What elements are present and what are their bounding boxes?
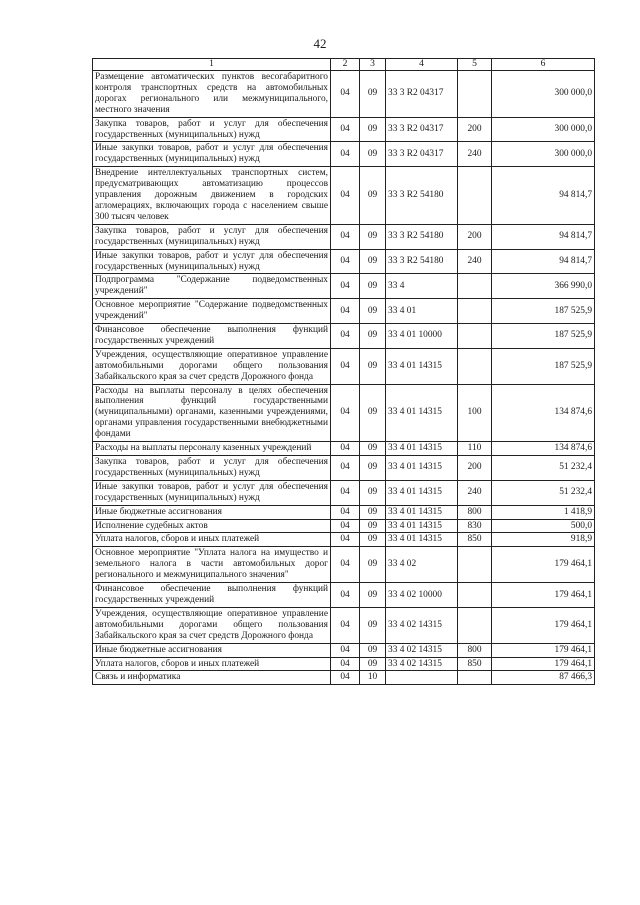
subsection-code-cell: 09 [360, 533, 386, 547]
target-item-code-cell: 33 4 01 14315 [386, 348, 458, 384]
expense-type-code-cell [458, 324, 492, 349]
header-cell-4: 4 [386, 59, 458, 71]
subsection-code-cell: 09 [360, 607, 386, 643]
section-code-cell: 04 [331, 643, 360, 657]
table-row [93, 224, 595, 249]
expense-type-code-cell: 800 [458, 643, 492, 657]
amount-cell: 500,0 [492, 519, 595, 533]
subsection-code-cell: 09 [360, 324, 386, 349]
row-name-cell: Иные бюджетные ассигнования [93, 505, 331, 519]
table-row [93, 71, 595, 118]
target-item-code-cell: 33 4 01 14315 [386, 384, 458, 442]
target-item-code-cell: 33 4 01 14315 [386, 442, 458, 456]
row-name-cell: Закупка товаров, работ и услуг для обеспечения государственных (муниципальных) нужд [93, 224, 331, 249]
expense-type-code-cell [458, 607, 492, 643]
table-row [93, 117, 595, 142]
table-row [93, 167, 595, 225]
section-code-cell: 04 [331, 299, 360, 324]
subsection-code-cell: 09 [360, 274, 386, 299]
expense-type-code-cell [458, 167, 492, 225]
section-code-cell: 04 [331, 71, 360, 118]
expense-type-code-cell [458, 583, 492, 608]
row-name-cell: Размещение автоматических пунктов весогабаритного контроля транспортных средств на автомобильных дорогах регионального или межмуниципального, местного значения [93, 71, 331, 118]
expense-type-code-cell [458, 274, 492, 299]
row-name-cell: Основное мероприятие "Содержание подведомственных учреждений" [93, 299, 331, 324]
target-item-code-cell: 33 3 R2 54180 [386, 224, 458, 249]
section-code-cell: 04 [331, 274, 360, 299]
target-item-code-cell: 33 4 01 14315 [386, 505, 458, 519]
amount-cell: 179 464,1 [492, 547, 595, 583]
target-item-code-cell: 33 4 02 14315 [386, 657, 458, 671]
section-code-cell: 04 [331, 224, 360, 249]
row-name-cell: Расходы на выплаты персоналу в целях обеспечения выполнения функций государственными (муниципальными) органами, казенными учреждениями, органами управления государственными внебюджетными фондами [93, 384, 331, 442]
table-row [93, 299, 595, 324]
amount-cell: 94 814,7 [492, 224, 595, 249]
target-item-code-cell: 33 4 02 14315 [386, 607, 458, 643]
target-item-code-cell: 33 4 01 10000 [386, 324, 458, 349]
table-row [93, 671, 595, 685]
expense-type-code-cell: 850 [458, 657, 492, 671]
section-code-cell: 04 [331, 519, 360, 533]
section-code-cell: 04 [331, 547, 360, 583]
target-item-code-cell: 33 3 R2 54180 [386, 167, 458, 225]
subsection-code-cell: 09 [360, 348, 386, 384]
expense-type-code-cell: 240 [458, 249, 492, 274]
row-name-cell: Основное мероприятие "Уплата налога на имущество и земельного налога в части автомобильных дорог регионального и межмуниципального значения" [93, 547, 331, 583]
table-row [93, 480, 595, 505]
target-item-code-cell: 33 4 02 10000 [386, 583, 458, 608]
expense-type-code-cell: 200 [458, 224, 492, 249]
target-item-code-cell: 33 3 R2 04317 [386, 117, 458, 142]
row-name-cell: Закупка товаров, работ и услуг для обеспечения государственных (муниципальных) нужд [93, 456, 331, 481]
target-item-code-cell: 33 4 01 14315 [386, 456, 458, 481]
subsection-code-cell: 09 [360, 583, 386, 608]
header-cell-5: 5 [458, 59, 492, 71]
table-row [93, 348, 595, 384]
table-row [93, 324, 595, 349]
section-code-cell: 04 [331, 249, 360, 274]
header-cell-3: 3 [360, 59, 386, 71]
row-name-cell: Учреждения, осуществляющие оперативное управление автомобильными дорогами общего пользования Забайкальского края за счет средств Дорожного фонда [93, 607, 331, 643]
subsection-code-cell: 09 [360, 224, 386, 249]
amount-cell: 300 000,0 [492, 71, 595, 118]
target-item-code-cell: 33 4 02 [386, 547, 458, 583]
amount-cell: 187 525,9 [492, 348, 595, 384]
subsection-code-cell: 09 [360, 299, 386, 324]
section-code-cell: 04 [331, 671, 360, 685]
target-item-code-cell: 33 4 01 14315 [386, 533, 458, 547]
section-code-cell: 04 [331, 480, 360, 505]
amount-cell: 300 000,0 [492, 142, 595, 167]
amount-cell: 1 418,9 [492, 505, 595, 519]
amount-cell: 94 814,7 [492, 167, 595, 225]
expense-type-code-cell: 110 [458, 442, 492, 456]
section-code-cell: 04 [331, 442, 360, 456]
expense-type-code-cell [458, 71, 492, 118]
row-name-cell: Расходы на выплаты персоналу казенных учреждений [93, 442, 331, 456]
table-row [93, 607, 595, 643]
expense-type-code-cell: 800 [458, 505, 492, 519]
amount-cell: 134 874,6 [492, 442, 595, 456]
section-code-cell: 04 [331, 324, 360, 349]
section-code-cell: 04 [331, 384, 360, 442]
section-code-cell: 04 [331, 142, 360, 167]
amount-cell: 179 464,1 [492, 607, 595, 643]
row-name-cell: Уплата налогов, сборов и иных платежей [93, 533, 331, 547]
target-item-code-cell [386, 671, 458, 685]
table-row [93, 657, 595, 671]
subsection-code-cell: 09 [360, 384, 386, 442]
expense-type-code-cell [458, 348, 492, 384]
subsection-code-cell: 09 [360, 456, 386, 481]
section-code-cell: 04 [331, 348, 360, 384]
section-code-cell: 04 [331, 583, 360, 608]
subsection-code-cell: 09 [360, 249, 386, 274]
expense-type-code-cell: 850 [458, 533, 492, 547]
section-code-cell: 04 [331, 607, 360, 643]
expense-type-code-cell [458, 299, 492, 324]
row-name-cell: Финансовое обеспечение выполнения функций государственных учреждений [93, 324, 331, 349]
subsection-code-cell: 09 [360, 167, 386, 225]
table-row [93, 643, 595, 657]
subsection-code-cell: 09 [360, 657, 386, 671]
expense-type-code-cell: 240 [458, 142, 492, 167]
target-item-code-cell: 33 3 R2 04317 [386, 142, 458, 167]
row-name-cell: Подпрограмма "Содержание подведомственных учреждений" [93, 274, 331, 299]
table-row [93, 519, 595, 533]
row-name-cell: Исполнение судебных актов [93, 519, 331, 533]
target-item-code-cell: 33 4 01 [386, 299, 458, 324]
amount-cell: 179 464,1 [492, 643, 595, 657]
amount-cell: 187 525,9 [492, 299, 595, 324]
row-name-cell: Внедрение интеллектуальных транспортных систем, предусматривающих автоматизацию процессов управления дорожным движением в городских агломерациях, включающих города с населением свыше 300 тысяч человек [93, 167, 331, 225]
target-item-code-cell: 33 4 01 14315 [386, 519, 458, 533]
amount-cell: 366 990,0 [492, 274, 595, 299]
header-cell-1: 1 [93, 59, 331, 71]
table-row [93, 533, 595, 547]
amount-cell: 179 464,1 [492, 583, 595, 608]
subsection-code-cell: 10 [360, 671, 386, 685]
table-row [93, 249, 595, 274]
target-item-code-cell: 33 4 02 14315 [386, 643, 458, 657]
amount-cell: 179 464,1 [492, 657, 595, 671]
subsection-code-cell: 09 [360, 142, 386, 167]
section-code-cell: 04 [331, 657, 360, 671]
section-code-cell: 04 [331, 456, 360, 481]
amount-cell: 918,9 [492, 533, 595, 547]
header-cell-2: 2 [331, 59, 360, 71]
table-row [93, 547, 595, 583]
amount-cell: 187 525,9 [492, 324, 595, 349]
table-row [93, 456, 595, 481]
expense-type-code-cell: 200 [458, 456, 492, 481]
page-number: 42 [313, 36, 327, 51]
row-name-cell: Уплата налогов, сборов и иных платежей [93, 657, 331, 671]
budget-table [92, 58, 595, 685]
table-row [93, 274, 595, 299]
table-row [93, 505, 595, 519]
target-item-code-cell: 33 4 01 14315 [386, 480, 458, 505]
target-item-code-cell: 33 3 R2 54180 [386, 249, 458, 274]
amount-cell: 51 232,4 [492, 480, 595, 505]
expense-type-code-cell: 240 [458, 480, 492, 505]
subsection-code-cell: 09 [360, 442, 386, 456]
table-row [93, 384, 595, 442]
expense-type-code-cell: 100 [458, 384, 492, 442]
section-code-cell: 04 [331, 533, 360, 547]
subsection-code-cell: 09 [360, 519, 386, 533]
subsection-code-cell: 09 [360, 71, 386, 118]
section-code-cell: 04 [331, 505, 360, 519]
subsection-code-cell: 09 [360, 480, 386, 505]
expense-type-code-cell [458, 547, 492, 583]
subsection-code-cell: 09 [360, 117, 386, 142]
target-item-code-cell: 33 4 [386, 274, 458, 299]
amount-cell: 87 466,3 [492, 671, 595, 685]
row-name-cell: Иные закупки товаров, работ и услуг для обеспечения государственных (муниципальных) нужд [93, 142, 331, 167]
subsection-code-cell: 09 [360, 643, 386, 657]
row-name-cell: Иные закупки товаров, работ и услуг для обеспечения государственных (муниципальных) нужд [93, 249, 331, 274]
subsection-code-cell: 09 [360, 547, 386, 583]
amount-cell: 300 000,0 [492, 117, 595, 142]
table-row [93, 142, 595, 167]
table-row [93, 442, 595, 456]
amount-cell: 134 874,6 [492, 384, 595, 442]
subsection-code-cell: 09 [360, 505, 386, 519]
row-name-cell: Связь и информатика [93, 671, 331, 685]
amount-cell: 94 814,7 [492, 249, 595, 274]
row-name-cell: Финансовое обеспечение выполнения функций государственных учреждений [93, 583, 331, 608]
row-name-cell: Закупка товаров, работ и услуг для обеспечения государственных (муниципальных) нужд [93, 117, 331, 142]
expense-type-code-cell [458, 671, 492, 685]
table-row [93, 583, 595, 608]
section-code-cell: 04 [331, 167, 360, 225]
section-code-cell: 04 [331, 117, 360, 142]
target-item-code-cell: 33 3 R2 04317 [386, 71, 458, 118]
row-name-cell: Учреждения, осуществляющие оперативное управление автомобильными дорогами общего пользования Забайкальского края за счет средств Дорожного фонда [93, 348, 331, 384]
row-name-cell: Иные закупки товаров, работ и услуг для обеспечения государственных (муниципальных) нужд [93, 480, 331, 505]
row-name-cell: Иные бюджетные ассигнования [93, 643, 331, 657]
amount-cell: 51 232,4 [492, 456, 595, 481]
expense-type-code-cell: 830 [458, 519, 492, 533]
expense-type-code-cell: 200 [458, 117, 492, 142]
header-cell-6: 6 [492, 59, 595, 71]
header-row [93, 59, 595, 71]
